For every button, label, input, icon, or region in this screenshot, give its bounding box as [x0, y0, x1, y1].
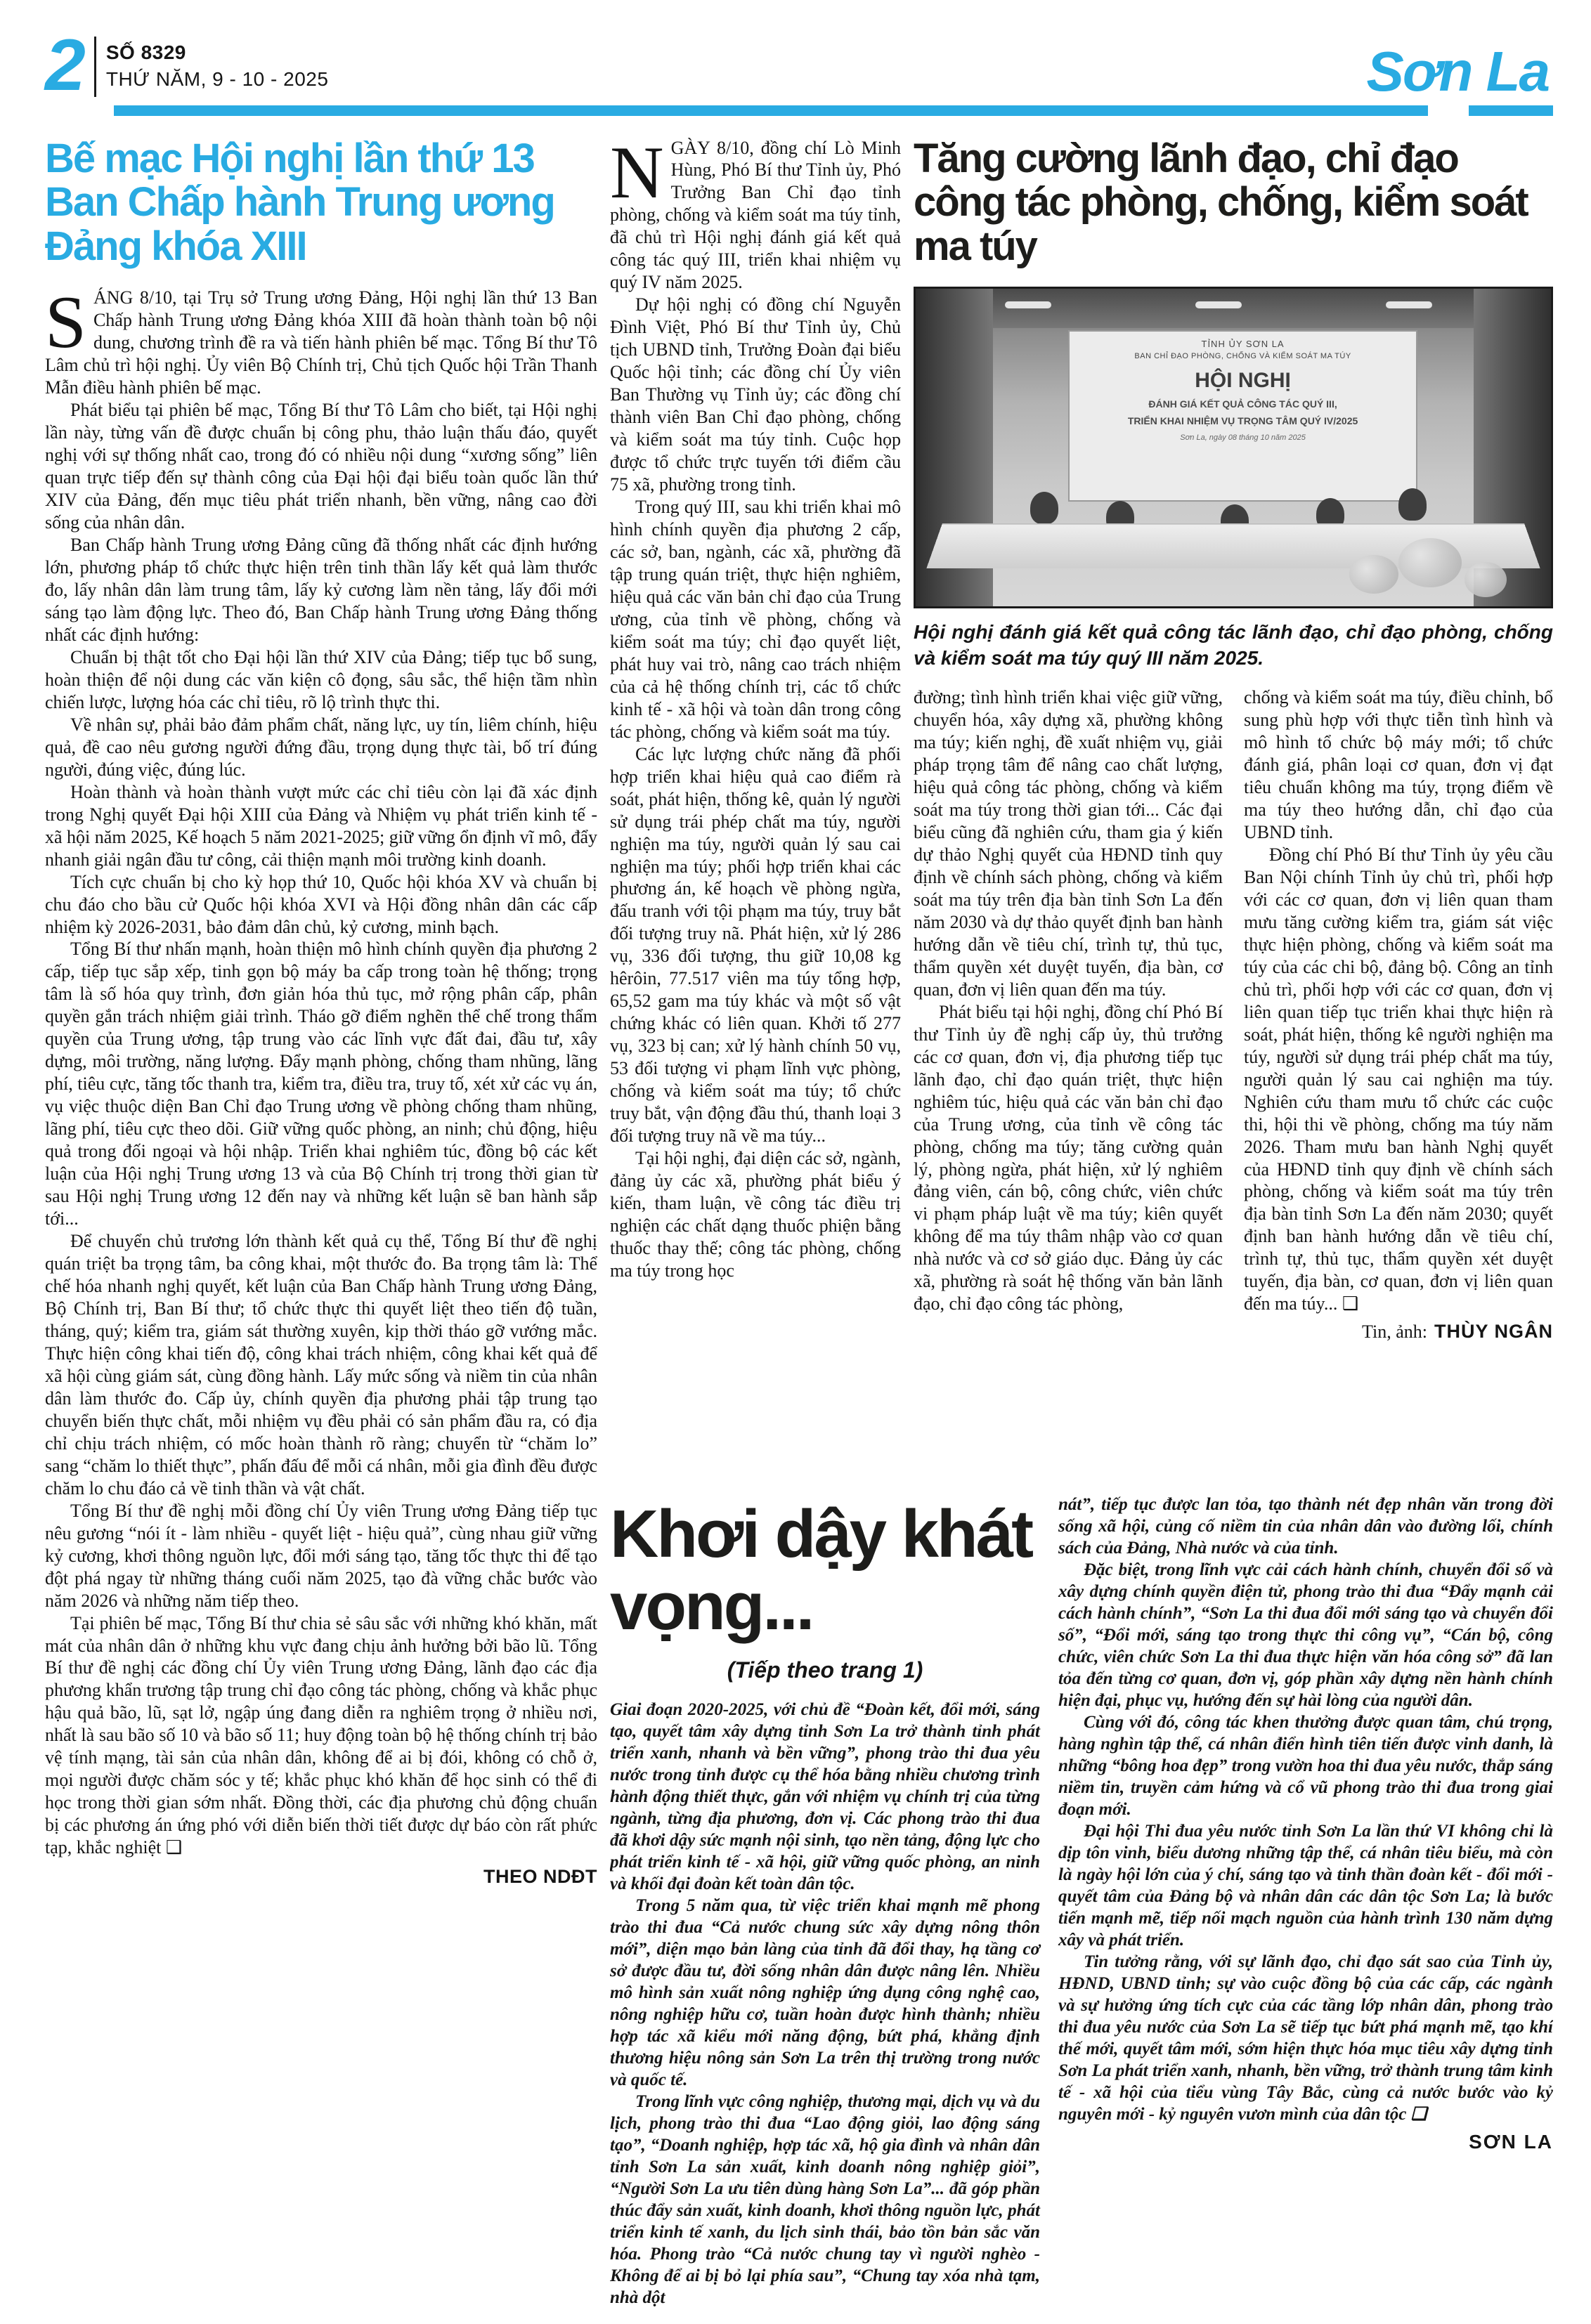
photo-ceiling-lamp	[1386, 301, 1432, 308]
photo-attendee	[1398, 488, 1427, 521]
article-matuy-columns	[914, 686, 1553, 1343]
right-region	[610, 137, 1553, 2324]
article-khoiday-column-1	[610, 1494, 1040, 2324]
paragraph: Đồng chí Phó Bí thư Tỉnh ủy yêu cầu Ban Nội chính Tỉnh ủy chủ trì, phối hợp với các cơ quan, đơn vị liên quan tham mưu tăng cường kiểm tra, giám sát việc thực hiện phòng, chống và kiểm soát ma túy của các chi bộ, đảng bộ. Công an tỉnh chủ trì, phối hợp với các cơ quan, đơn vị liên quan tiếp tục triển khai thực hiện rà soát, phát hiện, thống kê người nghiện ma túy, người sử dụng trái phép chất ma túy, người quản lý sau cai nghiện ma túy. Nghiên cứu tham mưu tổ chức các cuộc thi, hội thi về phòng, chống ma túy năm 2026. Tham mưu ban hành Nghị quyết của HĐND tỉnh quy định về chính sách phòng, chống và kiểm soát ma túy trên địa bàn tỉnh Sơn La đến năm 2030; quyết định ban hành hướng dẫn về tiêu chí, trình tự, thủ tục, thẩm quyền xét duyệt tuyến, địa bàn, cơ quan, đơn vị liên quan đến ma túy... ❑	[1244, 844, 1553, 1314]
header-issue-block	[45, 25, 329, 106]
issue-block	[106, 34, 329, 98]
article-khoiday-col1-text	[610, 1699, 1040, 2309]
header-bar-gap	[1428, 105, 1469, 116]
photo-caption: Hội nghị đánh giá kết quả công tác lãnh đạo, chỉ đạo phòng, chống và kiểm soát ma túy quý III năm 2025.	[914, 621, 1553, 669]
paragraph: đường; tình hình triển khai việc giữ vững, chuyển hóa, xây dựng xã, phường không ma túy; kiến nghị, đề xuất nhiệm vụ, giải pháp trọng tâm để nâng cao chất lượng, hiệu quả công tác phòng, chống và kiểm soát ma túy trong thời gian tới... Các đại biểu cũng đã nghiên cứu, tham gia ý kiến dự thảo Nghị quyết của HĐND tỉnh quy định về chính sách phòng, chống và kiểm soát ma túy trên địa bàn tỉnh Sơn La đến năm 2030 và dự thảo quyết định ban hành hướng dẫn về tiêu chí, trình tự, thủ tục, thẩm quyền xét duyệt tuyến, địa bàn, cơ quan, đơn vị liên quan đến ma túy.	[914, 687, 1223, 1000]
article-matuy	[610, 137, 1553, 1475]
paragraph: Hoàn thành và hoàn thành vượt mức các chỉ tiêu còn lại đã xác định trong Nghị quyết Đại hội XIII của Đảng và Nhiệm vụ phát triển kinh tế - xã hội năm 2025, Kế hoạch 5 năm 2021-2025; giữ vững ổn định vĩ mô, đẩy nhanh giải ngân đầu tư công, cải thiện mạnh môi trường kinh doanh.	[45, 781, 597, 870]
photo-slide-org: TỈNH ỦY SƠN LA	[1201, 339, 1285, 350]
dropcap-s: S	[45, 281, 86, 364]
photo-flowers	[1465, 562, 1507, 597]
paragraph: nát”, tiếp tục được lan tỏa, tạo thành nét đẹp nhân văn trong đời sống xã hội, củng cố niềm tin của nhân dân vào đường lối, chính sách của Đảng, Nhà nước và của tỉnh.	[1058, 1494, 1553, 1558]
article-matuy-column-b-text	[1244, 686, 1553, 1315]
article-matuy-left-paragraphs	[610, 294, 901, 1282]
paragraph: Dự hội nghị có đồng chí Nguyễn Đình Việt, Phó Bí thư Tỉnh ủy, Chủ tịch UBND tỉnh, Trưởng Đoàn đại biểu Quốc hội tỉnh; các đồng chí Ủy viên Ban Thường vụ Tỉnh ủy; các đồng chí thành viên Ban Chỉ đạo phòng, chống và kiểm soát ma túy tỉnh. Cuộc họp được tổ chức trực tuyến tới điểm cầu 75 xã, phường trong tỉnh.	[610, 294, 901, 495]
article-khoiday-continuation: (Tiếp theo trang 1)	[727, 1657, 923, 1683]
article-matuy-lead-text: GÀY 8/10, đồng chí Lò Minh Hùng, Phó Bí thư Tỉnh ủy, Phó Trưởng Ban Chỉ đạo tỉnh phòng, chống và kiểm soát ma túy tỉnh, đã chủ trì Hội nghị đánh giá kết quả công tác quý III, triển khai nhiệm vụ quý IV năm 2025.	[610, 137, 901, 293]
paragraph: Ban Chấp hành Trung ương Đảng cũng đã thống nhất các định hướng lớn, phương pháp tổ chức thực hiện trên tinh thần lấy kết quả làm thước đo, lấy nhân dân làm trung tâm, lấy kỷ cương làm nền tảng, lấy đổi mới sáng tạo làm động lực. Theo đó, Ban Chấp hành Trung ương Đảng thống nhất các định hướng:	[45, 535, 597, 645]
article-bemac-paragraphs	[45, 399, 597, 1859]
photo-flowers	[1398, 538, 1462, 587]
photo-ceiling-lamp	[1005, 301, 1051, 308]
article-khoiday-title: Khơi dậy khát vọng...	[610, 1496, 1032, 1645]
paragraph: Đặc biệt, trong lĩnh vực cải cách hành chính, chuyển đổi số và xây dựng chính quyền điện tử, phong trào thi đua “Đẩy mạnh cải cách hành chính”, “Sơn La thi đua đổi mới sáng tạo và chuyển đổi số”, “Đổi mới, sáng tạo trong thực thi công vụ”, “Cán bộ, công chức, viên chức Sơn La thi đua thực hiện văn hóa công sở” đã lan tỏa đến từng cơ quan, đơn vị, góp phần xây dựng nền hành chính hiện đại, phục vụ, hướng đến sự hài lòng của người dân.	[1058, 1560, 1553, 1710]
paragraph: Trong lĩnh vực công nghiệp, thương mại, dịch vụ và du lịch, phong trào thi đua “Lao động giỏi, lao động sáng tạo”, “Doanh nghiệp, hợp tác xã, hộ gia đình và nhân dân tỉnh Sơn La sản xuất, kinh doanh nông nghiệp giỏi”, “Người Sơn La ưu tiên dùng hàng Sơn La”... đã góp phần thúc đẩy sản xuất, kinh doanh, khơi thông nguồn lực, phát triển kinh tế xanh, du lịch sinh thái, bảo tồn bản sắc văn hóa. Phong trào “Cả nước chung tay vì người nghèo - Không để ai bị bỏ lại phía sau”, “Chung tay xóa nhà tạm, nhà dột	[610, 2091, 1040, 2307]
paragraph: Trong 5 năm qua, từ việc triển khai mạnh mẽ phong trào thi đua “Cả nước chung sức xây dựng nông thôn mới”, diện mạo bản làng của tỉnh đã đổi thay, hạ tầng cơ sở được đầu tư, đời sống nhân dân được nâng lên. Nhiều mô hình sản xuất nông nghiệp ứng dụng công nghệ cao, nông nghiệp hữu cơ, tuần hoàn được hình thành; nhiều hợp tác xã kiểu mới năng động, bứt phá, khẳng định thương hiệu nông sản Sơn La trên thị trường trong nước và quốc tế.	[610, 1895, 1040, 2089]
paragraph: Giai đoạn 2020-2025, với chủ đề “Đoàn kết, đổi mới, sáng tạo, quyết tâm xây dựng tỉnh Sơn La trở thành tỉnh phát triển xanh, nhanh và bền vững”, phong trào thi đua yêu nước trong tỉnh được cụ thể hóa bằng nhiều chương trình hành động thiết thực, gắn với nhiệm vụ chính trị của từng ngành, từng địa phương, đơn vị. Các phong trào thi đua đã khơi dậy sức mạnh nội sinh, tạo nền tảng, động lực cho phát triển kinh tế - xã hội, giữ vững quốc phòng, an ninh và khối đại đoàn kết toàn dân tộc.	[610, 1699, 1040, 1893]
paragraph: Chuẩn bị thật tốt cho Đại hội lần thứ XIV của Đảng; tiếp tục bổ sung, hoàn thiện để nội dung các văn kiện cô đọng, sâu sắc, thể hiện tầm nhìn chiến lược, lượng hóa các chỉ tiêu, rõ lộ trình thực thi.	[45, 646, 597, 712]
paragraph: Tại phiên bế mạc, Tổng Bí thư chia sẻ sâu sắc với những khó khăn, mất mát của nhân dân ở những khu vực đang chịu ảnh hưởng bởi bão lũ. Tổng Bí thư đề nghị các đồng chí Ủy viên Trung ương Đảng, lãnh đạo các địa phương khẩn trương tập trung chỉ đạo công tác phòng, chống và khắc phục hậu quả bão, lũ, sạt lở, ngập úng đang diễn ra nghiêm trọng ở nhiều nơi, nhất là sau bão số 10 và bão số 11; huy động toàn bộ hệ thống chính trị bảo vệ tính mạng, tài sản của nhân dân, không để ai bị đói, không có chỗ ở, mọi người được chăm sóc y tế; khắc phục khó khăn để học sinh có thể đi học trong thời gian sớm nhất. Đồng thời, các địa phương chủ động chuẩn bị các phương án ứng phó với diễn biến thời tiết được dự báo còn rất phức tạp, khắc nghiệt ❑	[45, 1612, 597, 1858]
paragraph: Tổng Bí thư nhấn mạnh, hoàn thiện mô hình chính quyền địa phương 2 cấp, tiếp tục sắp xếp, tinh gọn bộ máy ba cấp trong toàn hệ thống; trọng tâm là số hóa quy trình, đơn giản hóa thủ tục, mở rộng phân cấp, phân quyền gắn trách nhiệm giải trình. Tháo gỡ điểm nghẽn thể chế trong thẩm quyền của Trung ương, tập trung vào các lĩnh vực đất đai, đầu tư, xây dựng, môi trường, năng lượng. Đẩy mạnh phòng, chống tham nhũng, lãng phí, tiêu cực, tăng tốc thanh tra, kiểm tra, điều tra, truy tố, xét xử các vụ án, vụ việc thuộc diện Ban Chỉ đạo Trung ương về phòng chống tham nhũng, lãng phí, tiêu cực theo dõi. Giữ vững quốc phòng, an ninh; chủ động, hiệu quả trong đối ngoại và hội nhập. Triển khai nghiêm túc, đồng bộ các kết luận của Hội nghị Trung ương 13 và của Bộ Chính trị trong thời gian từ sau Hội nghị Trung ương 12 đến nay và những kết luận sẽ ban hành sắp tới...	[45, 939, 597, 1229]
article-matuy-column-b	[1244, 686, 1553, 1343]
photo-projection-screen	[1068, 330, 1417, 502]
header-divider-rule	[94, 37, 96, 97]
paragraph: Phát biểu tại phiên bế mạc, Tổng Bí thư Tô Lâm cho biết, tại Hội nghị lần này, từng vấn đề được chuẩn bị công phu, thảo luận thấu đáo, quyết nghị với sự thống nhất cao, trong đó có nhiều nội dung “xương sống” liên quan trực tiếp đến sự thành công của Đại hội đại biểu toàn quốc lần thứ XIV của Đảng, đến mục tiêu phát triển nhanh, bền vững, nâng cao đời sống của nhân dân.	[45, 400, 597, 533]
header-bar-under-masthead	[1469, 105, 1553, 116]
photo-ceiling	[916, 289, 1551, 328]
paragraph: Tích cực chuẩn bị cho kỳ họp thứ 10, Quốc hội khóa XV và chuẩn bị chu đáo cho bầu cử Quốc hội khóa XVI và Hội đồng nhân dân các cấp nhiệm kỳ 2026-2031, bảo đảm dân chủ, kỷ cương, minh bạch.	[45, 871, 597, 937]
page-content	[45, 137, 1553, 2324]
paragraph: Các lực lượng chức năng đã phối hợp triển khai hiệu quả cao điểm rà soát, phát hiện, thống kê, quản lý người sử dụng trái phép chất ma túy, người nghiện ma túy, người quản lý sau cai nghiện ma túy; phối hợp triển khai các phương án, kế hoạch về phòng ngừa, đấu tranh với tội phạm ma túy, truy bắt đối tượng truy nã. Phát hiện, xử lý 286 vụ, 336 đối tượng, thu giữ 10,08 kg hêrôin, 77.517 viên ma túy tổng hợp, 65,52 gam ma túy khác và một số vật chứng khác có liên quan. Khởi tố 277 vụ, 323 bị can; xử lý hành chính 50 vụ, 53 đối tượng vi phạm lĩnh vực phòng, chống và kiểm soát ma túy; tổ chức truy bắt, vận động đầu thú, thanh loại 3 đối tượng truy nã về ma túy...	[610, 743, 901, 1147]
article-khoiday-byline: SƠN LA	[1469, 2130, 1553, 2153]
paragraph: chống và kiểm soát ma túy, điều chỉnh, bổ sung phù hợp với thực tiễn tình hình và mô hình tổ chức bộ máy mới; tổ chức đánh giá, phân loại cơ quan, đơn vị đạt tiêu chuẩn không ma túy, trọng điểm về ma túy theo hướng dẫn, chỉ đạo của UBND tỉnh.	[1244, 687, 1553, 842]
article-khoiday	[610, 1494, 1553, 2324]
header-bar-main	[114, 105, 1428, 116]
dropcap-n: N	[610, 136, 664, 214]
article-matuy-title: Tăng cường lãnh đạo, chỉ đạo công tác phòng, chống, kiểm soát ma túy	[914, 135, 1528, 269]
issue-number: SỐ 8329	[105, 41, 186, 63]
article-bemac-title: Bế mạc Hội nghị lần thứ 13 Ban Chấp hành Trung ương Đảng khóa XIII	[45, 135, 554, 269]
paragraph: Phát biểu tại hội nghị, đồng chí Phó Bí thư Tỉnh ủy đề nghị cấp ủy, thủ trưởng các cơ quan, đơn vị, địa phương tiếp tục lãnh đạo, chỉ đạo quán triệt, thực hiện nghiêm túc, hiệu quả các văn bản chỉ đạo của Trung ương, của tỉnh về công tác phòng, chống ma túy; tăng cường quản lý, phòng ngừa, phát hiện, xử lý nghiêm đảng viên, cán bộ, công chức, viên chức vi phạm pháp luật về ma túy; kiên quyết không để ma túy thâm nhập vào cơ quan nhà nước và cơ sở giáo dục. Đảng ủy các xã, phường rà soát hệ thống văn bản lãnh đạo, chỉ đạo công tác phòng,	[914, 1001, 1223, 1314]
date-line: THỨ NĂM, 9 - 10 - 2025	[105, 67, 329, 90]
paragraph: Tại hội nghị, đại diện các sở, ngành, đảng ủy các xã, phường phát biểu ý kiến, tham luận, về công tác điều trị nghiện các chất dạng thuốc phiện bằng thuốc thay thế; công tác phòng, chống ma túy trong học	[610, 1148, 901, 1281]
article-khoiday-col2-text	[1058, 1494, 1553, 2125]
byline-name: THÙY NGÂN	[1434, 1321, 1553, 1343]
byline-label: Tin, ảnh:	[1362, 1321, 1427, 1343]
article-bemac	[45, 137, 597, 2324]
article-bemac-lead-text: ÁNG 8/10, tại Trụ sở Trung ương Đảng, Hội nghị lần thứ 13 Ban Chấp hành Trung ương Đảng khóa XIII đã hoàn thành toàn bộ nội dung, chương trình đề ra và tiến hành phiên bế mạc. Tổng Bí thư Tô Lâm chủ trì hội nghị. Ủy viên Bộ Chính trị, Chủ tịch Quốc hội Trần Thanh Mẫn điều hành phiên bế mạc.	[45, 287, 597, 398]
article-khoiday-column-2	[1058, 1494, 1553, 2324]
photo-slide-line1: ĐÁNH GIÁ KẾT QUẢ CÔNG TÁC QUÝ III,	[1148, 398, 1337, 410]
photo-ceiling-lamp	[1195, 301, 1242, 308]
article-bemac-byline: THEO NDĐT	[483, 1866, 597, 1888]
header-rule-bars	[45, 105, 1553, 116]
photo-slide-date: Sơn La, ngày 08 tháng 10 năm 2025	[1180, 433, 1306, 443]
article-matuy-main	[914, 137, 1553, 1475]
masthead-logo: Sơn La	[1366, 39, 1549, 103]
paragraph: Tổng Bí thư đề nghị mỗi đồng chí Ủy viên Trung ương Đảng tiếp tục nêu gương “nói ít - làm nhiều - quyết liệt - hiệu quả”, cùng nhau giữ vững kỷ cương, khơi thông nguồn lực, đổi mới sáng tạo, tăng tốc thực thi để tạo đột phá ngay từ những tháng cuối năm 2025, tạo đà vững chắc bước vào năm 2026 và những năm tiếp theo.	[45, 1500, 597, 1611]
article-matuy-column-a	[914, 686, 1223, 1343]
article-matuy-byline	[1244, 1321, 1553, 1343]
page-header	[45, 25, 1553, 106]
photo-slide-title: HỘI NGHỊ	[1195, 369, 1291, 393]
photo-slide-line2: TRIỂN KHAI NHIỆM VỤ TRỌNG TÂM QUÝ IV/2025	[1127, 415, 1358, 427]
paragraph: Trong quý III, sau khi triển khai mô hình chính quyền địa phương 2 cấp, các sở, ban, ngành, các xã, phường đã tập trung quán triệt, thực hiện nghiêm, hiệu quả các văn bản chỉ đạo của Trung ương, của tỉnh về phòng, chống và kiểm soát ma túy; chỉ đạo quyết liệt, phát huy vai trò, nâng cao trách nhiệm của cả hệ thống chính trị, các tổ chức kinh tế - xã hội và toàn dân trong công tác phòng, chống và kiểm soát ma túy.	[610, 497, 901, 742]
article-bemac-body	[45, 281, 597, 1859]
photo-slide-committee: BAN CHỈ ĐẠO PHÒNG, CHỐNG VÀ KIỂM SOÁT MA TÚY	[1134, 352, 1351, 361]
article-bemac-lead	[45, 281, 597, 399]
article-matuy-column-left	[610, 137, 901, 1475]
photo-attendee	[1030, 492, 1058, 524]
paragraph: Đại hội Thi đua yêu nước tỉnh Sơn La lần thứ VI không chỉ là dịp tôn vinh, biểu dương những tập thể, cá nhân tiêu biểu, mà còn là ngày hội lớn của ý chí, sáng tạo và tinh thần đoàn kết - đổi mới - quyết tâm của Đảng bộ và nhân dân các dân tộc Sơn La; là bước tiến mạnh mẽ, tiếp nối mạch nguồn của hành trình 130 năm dựng xây và phát triển.	[1058, 1821, 1553, 1950]
paragraph: Cùng với đó, công tác khen thưởng được quan tâm, chú trọng, hàng nghìn tập thể, cá nhân điển hình tiên tiến được vinh danh, là những “bông hoa đẹp” trong vườn hoa thi đua yêu nước, thắp sáng niềm tin, truyền cảm hứng và cổ vũ phong trào thi đua trong giai đoạn mới.	[1058, 1712, 1553, 1819]
photo-flowers	[1349, 555, 1398, 594]
paragraph: Để chuyển chủ trương lớn thành kết quả cụ thể, Tổng Bí thư đề nghị quán triệt ba trọng tâm, ba công khai, một thước đo. Ba trọng tâm là: Thể chế hóa nhanh nghị quyết, kết luận của Ban Chấp hành Trung ương Đảng, Bộ Chính trị, Ban Bí thư; tổ chức thực thi quyết liệt theo tiến độ tuần, tháng, quý; kiểm tra, giám sát thường xuyên, kịp thời tháo gỡ vướng mắc. Thực hiện công khai tiến độ, công khai trách nhiệm, công khai kết quả để xã hội cùng giám sát, cùng đồng hành. Lấy mức sống và niềm tin của nhân dân làm thước đo. Cấp ủy, chính quyền địa phương phải tập trung tạo chuyển biến thực chất, mỗi nhiệm vụ đều phải có sản phẩm đầu ra, có địa chỉ chịu trách nhiệm, có mốc hoàn thành rõ ràng; chuyển từ “chăm lo” sang “chăm lo thiết thực”, phấn đấu để mỗi cá nhân, mỗi gia đình đều được chăm lo chu đáo cả về tinh thần và vật chất.	[45, 1231, 597, 1499]
paragraph: Tin tưởng rằng, với sự lãnh đạo, chỉ đạo sát sao của Tỉnh ủy, HĐND, UBND tỉnh; sự vào cuộc đồng bộ của các cấp, các ngành và sự hưởng ứng tích cực của các tầng lớp nhân dân, phong trào thi đua yêu nước của Sơn La sẽ tiếp tục bứt phá mạnh mẽ, tạo khí thế mới, quyết tâm mới, sớm hiện thực hóa mục tiêu xây dựng tỉnh Sơn La phát triển xanh, nhanh, bền vững, trở thành trung tâm kinh tế - xã hội của tiểu vùng Tây Bắc, cùng cả nước bước vào kỷ nguyên mới - kỷ nguyên vươn mình của dân tộc ❑	[1058, 1952, 1553, 2124]
page-number: 2	[45, 25, 83, 106]
article-photo	[914, 287, 1553, 608]
article-matuy-lead	[610, 137, 901, 294]
paragraph: Về nhân sự, phải bảo đảm phẩm chất, năng lực, uy tín, liêm chính, hiệu quả, đề cao nêu gương người đứng đầu, trọng dụng thực tài, bố trí đúng người, đúng việc, đúng lúc.	[45, 714, 597, 780]
